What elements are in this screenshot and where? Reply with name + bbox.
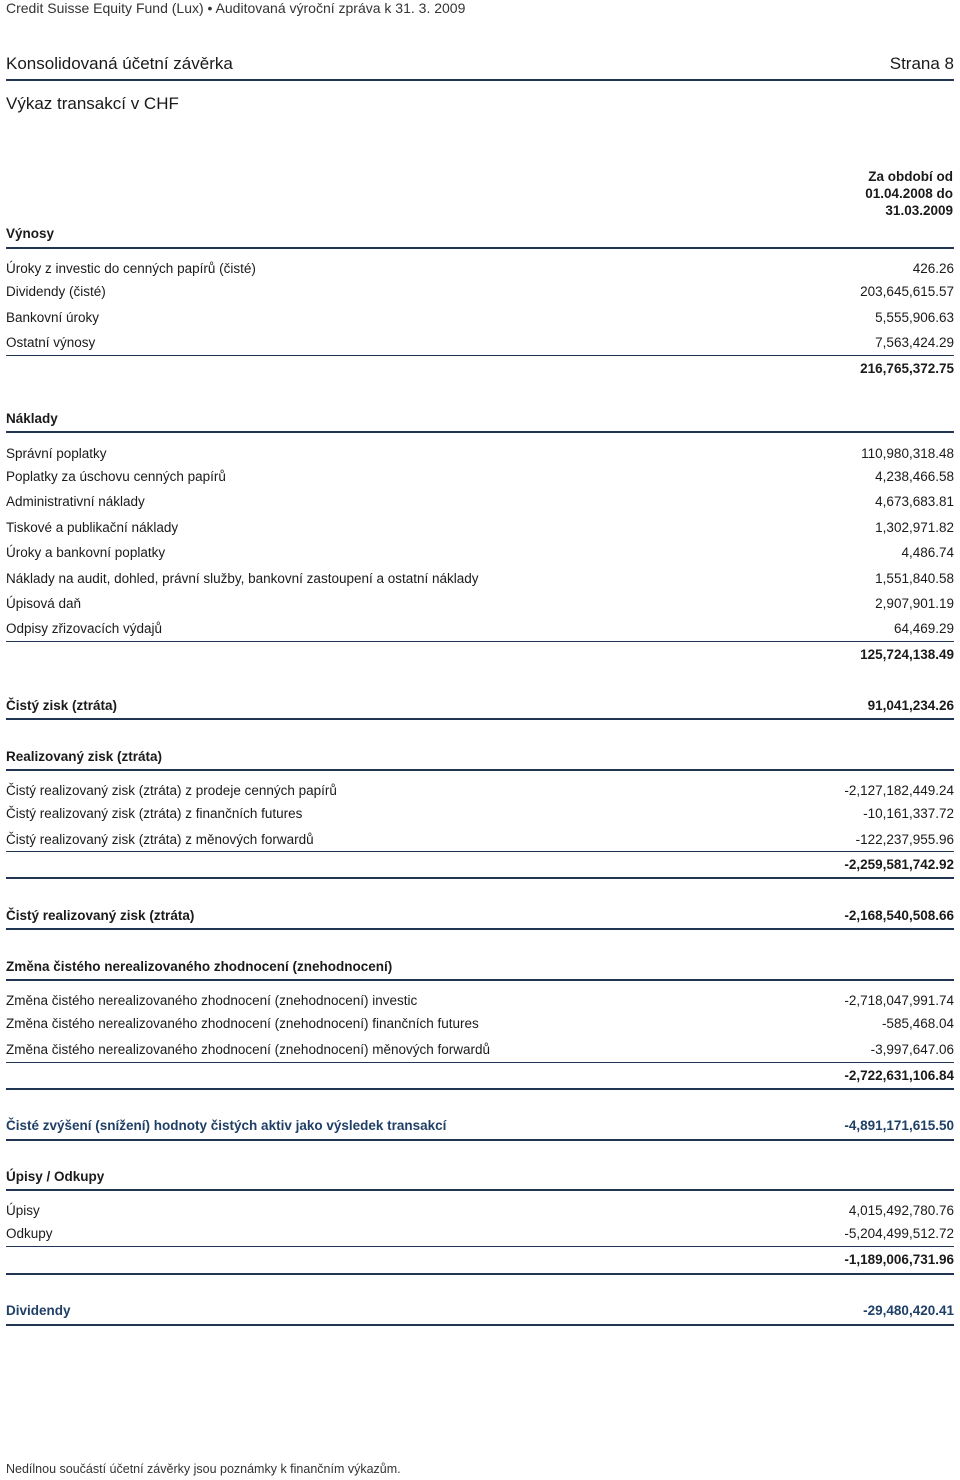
income-heading-label: Výnosy <box>6 226 55 241</box>
expense-row-value: 1,302,971.82 <box>875 520 954 535</box>
expense-row <box>6 494 954 516</box>
realized-row-label: Čistý realizovaný zisk (ztráta) z prodeje cenných papírů <box>6 783 337 798</box>
expense-row <box>6 520 954 542</box>
income-row <box>6 261 954 283</box>
expenses-total-row <box>6 647 954 669</box>
income-subtotal-rule <box>6 355 954 356</box>
income-row-value: 7,563,424.29 <box>875 335 954 350</box>
dividends-row <box>6 1303 954 1325</box>
unrealized-row-label: Změna čistého nerealizovaného zhodnocení (znehodnocení) měnových forwardů <box>6 1042 491 1057</box>
realized-row-value: -122,237,955.96 <box>855 832 954 847</box>
dividends-rule <box>6 1324 954 1326</box>
subscriptions-heading-rule <box>6 1189 954 1191</box>
net-realized-rule <box>6 928 954 930</box>
income-row-value: 203,645,615.57 <box>860 284 954 299</box>
expense-row <box>6 446 954 468</box>
expense-row-value: 110,980,318.48 <box>861 446 954 461</box>
unrealized-row <box>6 1016 954 1038</box>
expense-row-label: Úpisová daň <box>6 596 82 611</box>
expense-row-value: 2,907,901.19 <box>875 596 954 611</box>
expense-row-label: Úroky a bankovní poplatky <box>6 545 166 560</box>
section-header <box>6 54 954 78</box>
income-row-label: Ostatní výnosy <box>6 335 96 350</box>
expenses-heading-rule <box>6 431 954 433</box>
net-realized-label: Čistý realizovaný zisk (ztráta) <box>6 908 195 923</box>
dividends-label: Dividendy <box>6 1303 71 1318</box>
page-number: Strana 8 <box>889 54 954 73</box>
income-row-value: 426.26 <box>912 261 954 276</box>
net-realized-value: -2,168,540,508.66 <box>844 908 954 923</box>
running-header: Credit Suisse Equity Fund (Lux) • Auditovaná výroční zpráva k 31. 3. 2009 <box>6 0 466 16</box>
net-change-label: Čisté zvýšení (snížení) hodnoty čistých aktiv jako výsledek transakcí <box>6 1118 447 1133</box>
income-total-value: 216,765,372.75 <box>860 361 954 376</box>
realized-row <box>6 783 954 805</box>
realized-total-value: -2,259,581,742.92 <box>844 857 954 872</box>
income-row <box>6 335 954 357</box>
income-row <box>6 310 954 332</box>
unrealized-row <box>6 1042 954 1064</box>
statement-title: Výkaz transakcí v CHF <box>6 94 179 113</box>
unrealized-row-label: Změna čistého nerealizovaného zhodnocení (znehodnocení) investic <box>6 993 418 1008</box>
realized-subtotal-rule <box>6 851 954 852</box>
unrealized-heading-rule <box>6 979 954 981</box>
header-rule <box>6 79 954 81</box>
realized-row-label: Čistý realizovaný zisk (ztráta) z finančních futures <box>6 806 303 821</box>
expense-row <box>6 469 954 491</box>
expense-row-value: 4,673,683.81 <box>875 494 954 509</box>
unrealized-row-value: -3,997,647.06 <box>870 1042 954 1057</box>
realized-row <box>6 806 954 828</box>
expense-row-label: Administrativní náklady <box>6 494 145 509</box>
period-line-2: 01.04.2008 do <box>865 186 953 201</box>
unrealized-heading <box>6 959 954 981</box>
realized-heading-label: Realizovaný zisk (ztráta) <box>6 749 163 764</box>
expense-row-value: 1,551,840.58 <box>875 571 954 586</box>
expense-row <box>6 571 954 593</box>
expenses-subtotal-rule <box>6 641 954 642</box>
expenses-heading-label: Náklady <box>6 411 58 426</box>
realized-row-value: -2,127,182,449.24 <box>844 783 954 798</box>
subscriptions-heading-label: Úpisy / Odkupy <box>6 1169 105 1184</box>
net-change-rule <box>6 1139 954 1141</box>
period-line-3: 31.03.2009 <box>885 203 953 218</box>
expense-row <box>6 545 954 567</box>
subscriptions-total-value: -1,189,006,731.96 <box>844 1252 954 1267</box>
footer-note: Nedílnou součástí účetní závěrky jsou poznámky k finančním výkazům. <box>6 1462 401 1476</box>
expense-row <box>6 596 954 618</box>
expense-row <box>6 621 954 643</box>
unrealized-row-value: -2,718,047,991.74 <box>844 993 954 1008</box>
income-row-label: Úroky z investic do cenných papírů (čisté) <box>6 261 256 276</box>
expense-row-value: 4,238,466.58 <box>875 469 954 484</box>
subscriptions-row <box>6 1203 954 1225</box>
income-heading-rule <box>6 247 954 249</box>
income-row-value: 5,555,906.63 <box>875 310 954 325</box>
unrealized-total-row <box>6 1068 954 1090</box>
net-income-label: Čistý zisk (ztráta) <box>6 698 118 713</box>
expense-row-label: Tiskové a publikační náklady <box>6 520 179 535</box>
income-row-label: Bankovní úroky <box>6 310 100 325</box>
net-income-rule <box>6 718 954 720</box>
unrealized-total-value: -2,722,631,106.84 <box>844 1068 954 1083</box>
realized-row-value: -10,161,337.72 <box>863 806 954 821</box>
subscriptions-total-rule <box>6 1273 954 1275</box>
subscriptions-row-label: Odkupy <box>6 1226 53 1241</box>
unrealized-row-label: Změna čistého nerealizovaného zhodnocení (znehodnocení) finančních futures <box>6 1016 479 1031</box>
income-row <box>6 284 954 306</box>
subscriptions-subtotal-rule <box>6 1246 954 1247</box>
period-line-1: Za období od <box>868 169 953 184</box>
dividends-value: -29,480,420.41 <box>863 1303 954 1318</box>
unrealized-heading-label: Změna čistého nerealizovaného zhodnocení (znehodnocení) <box>6 959 393 974</box>
subscriptions-row-value: 4,015,492,780.76 <box>848 1203 954 1218</box>
subscriptions-total-row <box>6 1252 954 1274</box>
realized-total-rule <box>6 877 954 879</box>
expense-row-label: Správní poplatky <box>6 446 107 461</box>
net-change-value: -4,891,171,615.50 <box>844 1118 954 1133</box>
subscriptions-row <box>6 1226 954 1248</box>
income-row-label: Dividendy (čisté) <box>6 284 106 299</box>
subscriptions-row-value: -5,204,499,512.72 <box>844 1226 954 1241</box>
realized-heading-rule <box>6 769 954 771</box>
unrealized-total-rule <box>6 1088 954 1090</box>
expense-row-value: 4,486.74 <box>901 545 954 560</box>
expense-row-label: Poplatky za úschovu cenných papírů <box>6 469 226 484</box>
realized-row-label: Čistý realizovaný zisk (ztráta) z měnových forwardů <box>6 832 314 847</box>
subscriptions-row-label: Úpisy <box>6 1203 40 1218</box>
expenses-heading <box>6 411 954 433</box>
net-income-row <box>6 698 954 720</box>
income-heading <box>6 226 954 248</box>
net-income-value: 91,041,234.26 <box>867 698 954 713</box>
expenses-total-value: 125,724,138.49 <box>860 647 954 662</box>
unrealized-row <box>6 993 954 1015</box>
income-total-row <box>6 361 954 383</box>
section-title: Konsolidovaná účetní závěrka <box>6 54 233 73</box>
net-change-row <box>6 1118 954 1140</box>
period-header <box>813 168 953 219</box>
unrealized-row-value: -585,468.04 <box>881 1016 954 1031</box>
realized-total-row <box>6 857 954 879</box>
expense-row-label: Náklady na audit, dohled, právní služby, bankovní zastoupení a ostatní náklady <box>6 571 479 586</box>
expense-row-value: 64,469.29 <box>893 621 954 636</box>
expense-row-label: Odpisy zřizovacích výdajů <box>6 621 163 636</box>
realized-heading <box>6 749 954 771</box>
unrealized-subtotal-rule <box>6 1062 954 1063</box>
net-realized-row <box>6 908 954 930</box>
subscriptions-heading <box>6 1169 954 1191</box>
